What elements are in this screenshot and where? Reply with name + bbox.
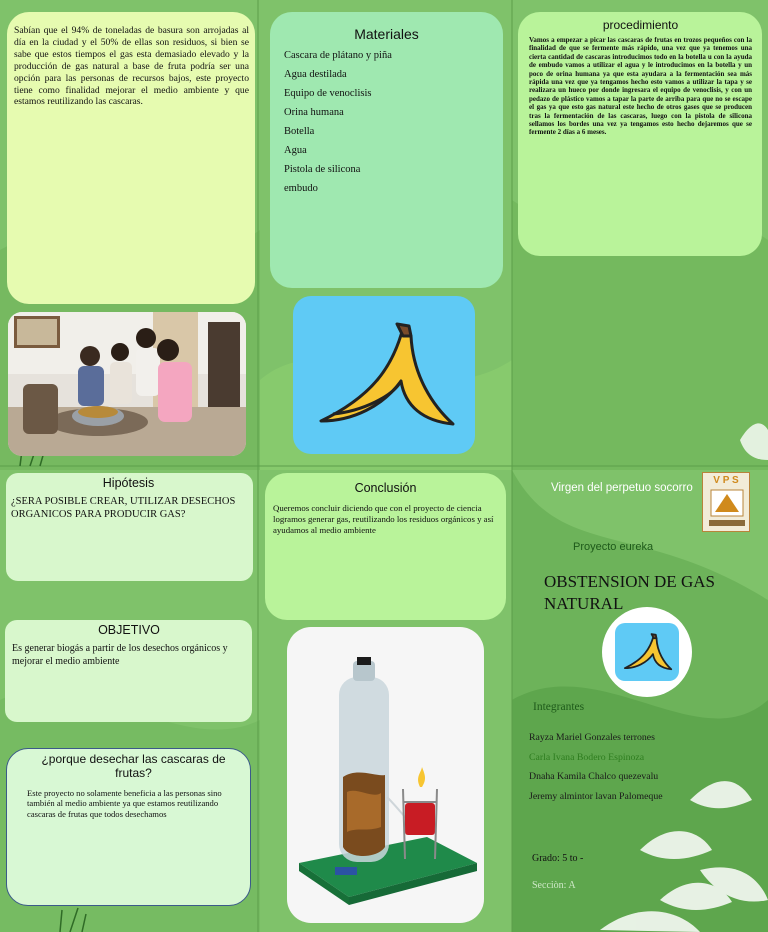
porque-text: Este proyecto no solamente beneficia a las personas sino también al medio ambiente ya que estamos reutilizando cascaras de frutas que todos desechamos xyxy=(27,788,222,819)
conclusion-text: Queremos concluir diciendo que con el proyecto de ciencia logramos generar gas, reutilizando los residuos orgánicos y así ayudamos al medio ambiente xyxy=(273,503,494,535)
school-logo xyxy=(702,472,750,532)
hipotesis-text: ¿SERA POSIBLE CREAR, UTILIZAR DESECHOS ORGANICOS PARA PRODUCIR GAS? xyxy=(11,496,236,520)
project-label: Proyecto eureka xyxy=(573,541,654,553)
section: Secciòn: A xyxy=(532,880,576,891)
material-item: Pistola de silicona xyxy=(284,164,361,175)
materiales-box xyxy=(270,12,503,288)
materiales-title: Materiales xyxy=(354,26,419,42)
member-name: Dnaha Kamila Chalco quezevalu xyxy=(529,771,659,782)
members-list xyxy=(529,728,749,806)
procedimiento-box xyxy=(518,12,762,256)
material-item: Agua destilada xyxy=(284,69,347,80)
cover-title: OBSTENSION DE GAS NATURAL xyxy=(544,572,715,613)
cover-banana-peel-icon xyxy=(615,623,679,681)
materiales-list xyxy=(284,46,489,198)
material-item: Cascara de plátano y piña xyxy=(284,50,392,61)
banana-icon-box xyxy=(293,296,475,454)
material-item: Agua xyxy=(284,145,307,156)
objetivo-box xyxy=(5,620,252,722)
intro-text: Sabían que el 94% de toneladas de basura son arrojadas al día en la ciudad y el 50% de ellas son residuos, si bien se sabe que estos tiempos el gas esta demasiado elevado y la producción de gas natural a base de fruta podría ser una opción para las personas de recursos bajos, este proyecto tiene como finalidad mejorar el medio ambiente y que estamos reutilizando las cascaras. xyxy=(14,25,249,108)
members-title: Integrantes xyxy=(533,701,585,713)
hipotesis-box xyxy=(6,473,253,581)
conclusion-box xyxy=(265,473,506,620)
member-name: Carla Ivana Bodero Espinoza xyxy=(529,751,645,763)
banana-peel-icon xyxy=(293,296,475,454)
school-logo-letters: V P S xyxy=(713,475,739,486)
students-photo xyxy=(8,312,246,456)
grade: Grado: 5 to - xyxy=(532,853,584,864)
material-item: Equipo de venoclisis xyxy=(284,88,372,99)
objetivo-title: OBJETIVO xyxy=(98,623,160,637)
member-name: Jeremy almintor lavan Palomeque xyxy=(529,790,663,802)
porque-box xyxy=(6,748,251,906)
porque-title: ¿porque desechar las cascaras de frutas? xyxy=(41,752,226,780)
hipotesis-title: Hipótesis xyxy=(102,476,155,490)
intro-box xyxy=(7,12,255,304)
material-item: Botella xyxy=(284,126,315,137)
procedimiento-title: procedimiento xyxy=(602,18,679,32)
material-item: embudo xyxy=(284,183,318,194)
objetivo-text: Es generar biogás a partir de los desechos orgánicos y mejorar el medio ambiente xyxy=(12,643,228,667)
cover-banana-icon-box xyxy=(615,623,679,681)
procedimiento-text: Vamos a empezar a picar las cascaras de frutas en trozos pequeños con la finalidad de que se fermente más rápido, una vez que ya tenemos una cierta cantidad de cascaras introducimos todo en la botella u con la ayuda de embudo vamos a utilizar el agua y le introducimos en la botella y un poco de orina humana ya que esta ayudara a la fermentación sea más rápida una vez que ya tengamos hecho esto vamos a utilizar la tapa y se realizara un hueco por donde ingresara el equipo de venoclisis, y con un pedazo de plástico vamos a tapar la parte de arriba para que no se escape el gas ya que esto gas natural este hecho de otros gases que se producen tras la fermentación de las cascaras, luego con la pistola de silicona sellamos los bordes una vez ya tengamos esto hecho dejaremos que se fermente 2 días a 6 meses. xyxy=(529,36,752,137)
material-item: Orina humana xyxy=(284,107,344,118)
cover-school: Virgen del perpetuo socorro xyxy=(551,482,693,494)
conclusion-title: Conclusión xyxy=(354,481,417,495)
member-name: Rayza Mariel Gonzales terrones xyxy=(529,732,655,743)
cover-banana-circle xyxy=(602,607,692,697)
biodigestor-photo xyxy=(287,627,484,923)
